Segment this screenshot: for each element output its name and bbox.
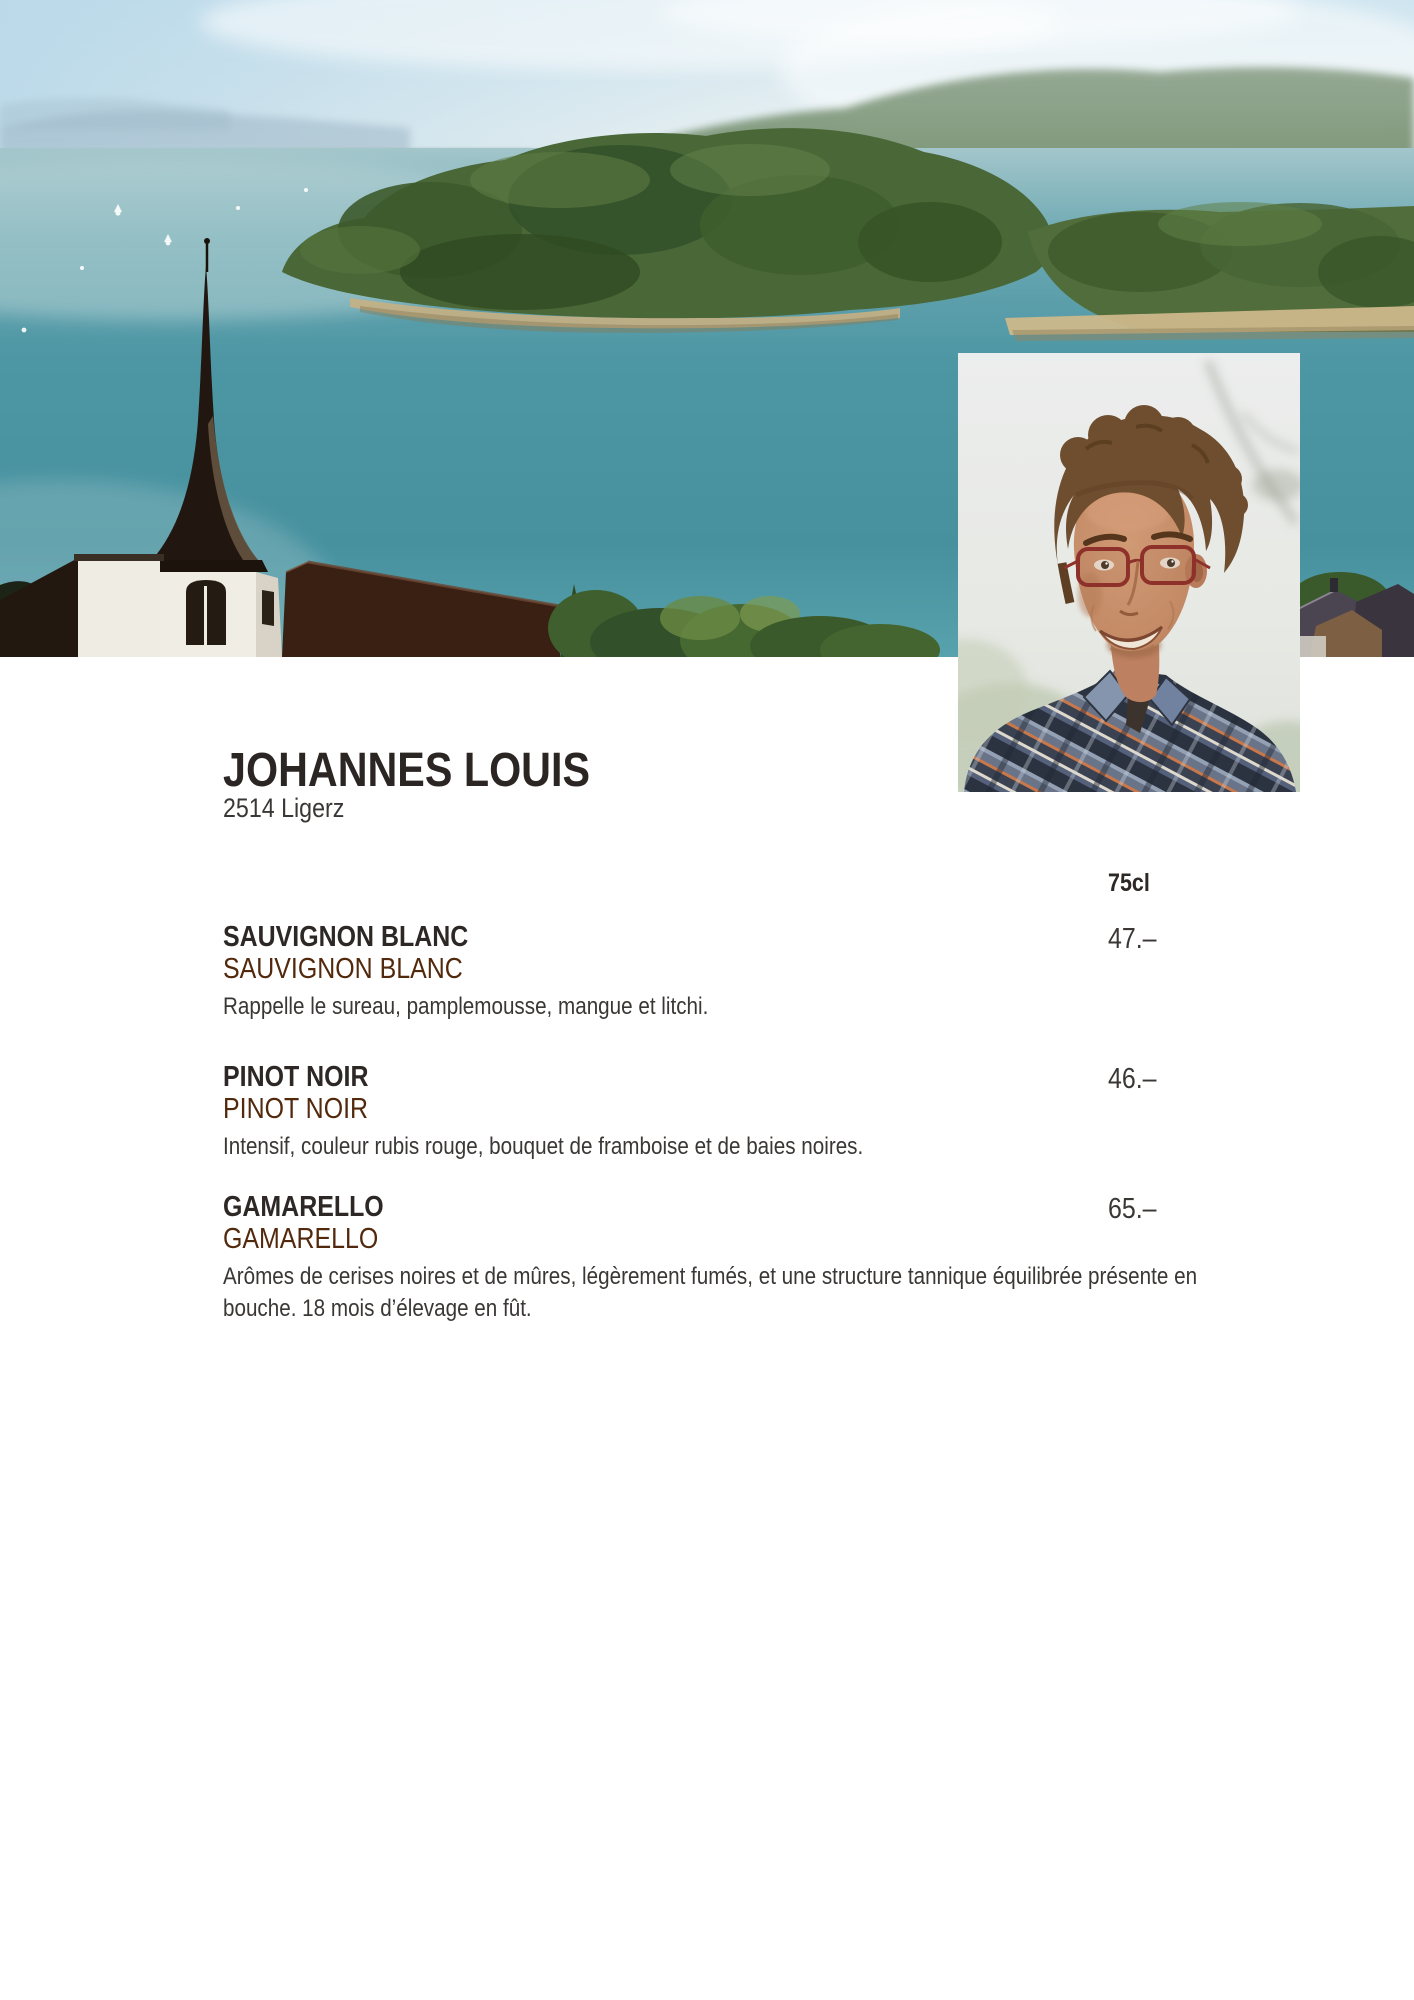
wine-price: 47.– xyxy=(1108,923,1157,955)
producer-name: JOHANNES LOUIS xyxy=(223,744,590,797)
wine-name: GAMARELLO xyxy=(223,1191,384,1223)
wine-entry xyxy=(223,1191,1388,1325)
wine-name: PINOT NOIR xyxy=(223,1061,369,1093)
bottle-size-column-header: 75cl xyxy=(1108,869,1150,897)
wine-variety: PINOT NOIR xyxy=(223,1093,369,1125)
wine-description: Arômes de cerises noires et de mûres, légèrement fumés, et une structure tannique équilibrée présente en bouche. 18 mois d’élevage en fût. xyxy=(223,1263,1198,1322)
right-peninsula xyxy=(1005,202,1414,341)
wine-description: Rappelle le sureau, pamplemousse, mangue et litchi. xyxy=(223,993,709,1020)
wine-variety: GAMARELLO xyxy=(223,1223,379,1255)
wine-variety: SAUVIGNON BLANC xyxy=(223,953,463,985)
producer-portrait-photo xyxy=(958,353,1300,792)
wine-name: SAUVIGNON BLANC xyxy=(223,921,469,953)
wine-entry xyxy=(223,1061,1388,1163)
wine-price: 65.– xyxy=(1108,1193,1157,1225)
producer-location: 2514 Ligerz xyxy=(223,793,345,823)
wine-description: Intensif, couleur rubis rouge, bouquet de framboise et de baies noires. xyxy=(223,1133,864,1160)
wine-price: 46.– xyxy=(1108,1063,1157,1095)
portrait-art xyxy=(958,353,1300,792)
wine-entry xyxy=(223,921,1388,1023)
